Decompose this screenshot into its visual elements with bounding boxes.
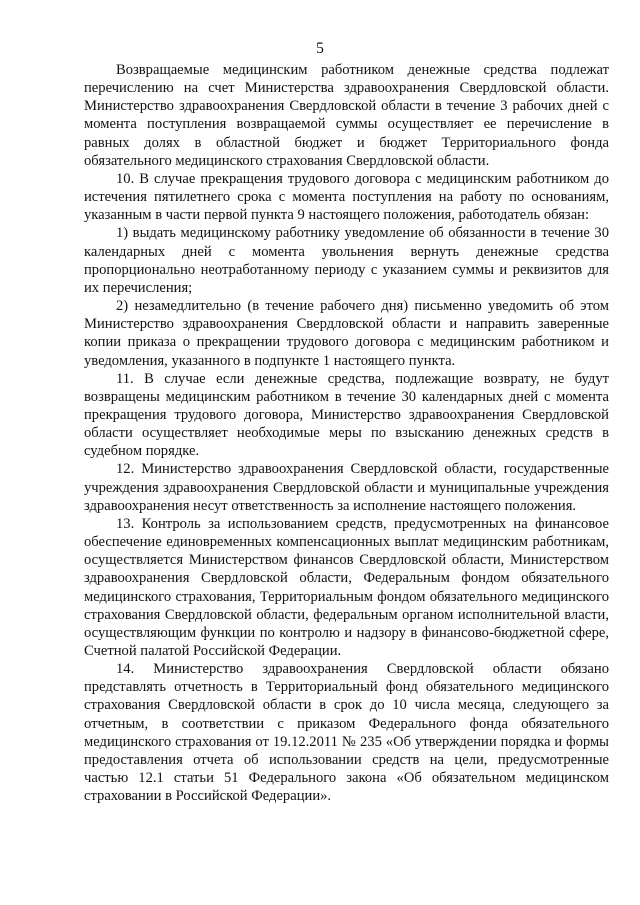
document-body [84, 61, 609, 805]
paragraph-10-item-1: 1) выдать медицинскому работнику уведомление об обязанности в течение 30 календарных дней с момента увольнения вернуть денежные средства пропорционально неотработанному периоду с указанием суммы и реквизитов для их перечисления; [84, 225, 609, 296]
paragraph-refund-transfer: Возвращаемые медицинским работником денежные средства подлежат перечислению на счет Министерства здравоохранения Свердловской области. Министерство здравоохранения Свердловской области в течение 3 рабочих дней с момента поступления возвращаемой суммы осуществляет ее перечисление в равных долях в областной бюджет и бюджет Территориального фонда обязательного медицинского страхования Свердловской области. [84, 62, 609, 169]
paragraph-13: 13. Контроль за использованием средств, предусмотренных на финансовое обеспечение единовременных компенсационных выплат медицинским работникам, осуществляется Министерством финансов Свердловской области, Министерством здравоохранения Свердловской области, Федеральным фондом обязательного медицинского страхования, Территориальным фондом обязательного медицинского страхования Свердловской области, федеральным органом исполнительной власти, осуществляющим функции по контролю и надзору в финансово-бюджетной сфере, Счетной палатой Российской Федерации. [84, 515, 609, 659]
paragraph-11: 11. В случае если денежные средства, подлежащие возврату, не будут возвращены медицинским работником в течение 30 календарных дней с момента прекращения трудового договора, Министерство здравоохранения Свердловской области осуществляет необходимые меры по взысканию денежных средств в судебном порядке. [84, 370, 609, 460]
paragraph-10: 10. В случае прекращения трудового договора с медицинским работником до истечения пятилетнего срока с момента поступления на работу по основаниям, указанным в части первой пункта 9 настоящего положения, работодатель обязан: [84, 170, 609, 224]
paragraph-14: 14. Министерство здравоохранения Свердловской области обязано представлять отчетность в Территориальный фонд обязательного медицинского страхования Свердловской области в срок до 10 числа месяца, следующего за отчетным, в соответствии с приказом Федерального фонда обязательного медицинского страхования от 19.12.2011 № 235 «Об утверждении порядка и формы предоставления отчета об использовании средств на цели, предусмотренные частью 12.1 статьи 51 Федерального закона «Об обязательном медицинском страховании в Российской Федерации». [84, 661, 609, 805]
paragraph-12: 12. Министерство здравоохранения Свердловской области, государственные учреждения здравоохранения Свердловской области и муниципальные учреждения здравоохранения несут ответственность за исполнение настоящего положения. [84, 461, 609, 514]
page-number: 5 [316, 40, 324, 57]
paragraph-10-item-2: 2) незамедлительно (в течение рабочего дня) письменно уведомить об этом Министерство здравоохранения Свердловской области и направить заверенные копии приказа о прекращении трудового договора с медицинским работником и уведомления, указанного в подпункте 1 настоящего пункта. [84, 298, 609, 369]
